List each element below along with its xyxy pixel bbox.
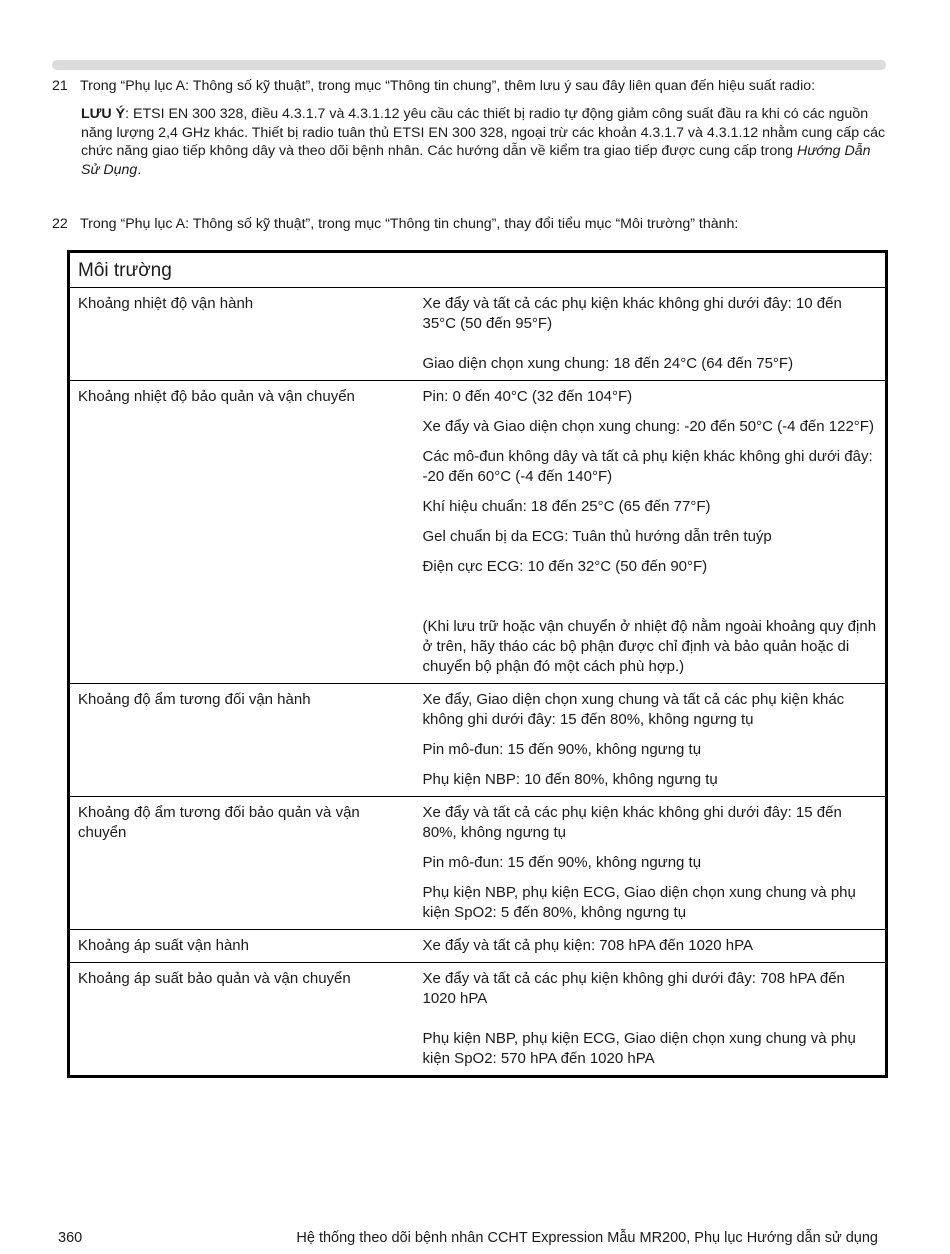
row-values bbox=[415, 381, 887, 684]
page-number: 360 bbox=[58, 1230, 83, 1246]
row-values bbox=[415, 288, 887, 381]
row-value: Xe đẩy và tất cả các phụ kiện khác không ghi dưới đây: 10 đến 35°C (50 đến 95°F) bbox=[422, 295, 842, 332]
item-text: Trong “Phụ lục A: Thông số kỹ thuật”, trong mục “Thông tin chung”, thêm lưu ý sau đây liên quan đến hiệu suất radio: bbox=[80, 78, 816, 94]
table-row bbox=[69, 963, 887, 1077]
item-text: Trong “Phụ lục A: Thông số kỹ thuật”, trong mục “Thông tin chung”, thay đổi tiểu mục “Môi trường” thành: bbox=[80, 216, 739, 232]
row-values bbox=[415, 684, 887, 797]
table-row bbox=[69, 797, 887, 930]
row-value: Xe đẩy và tất cả các phụ kiện khác không ghi dưới đây: 15 đến 80%, không ngưng tụ bbox=[422, 804, 842, 841]
table-row bbox=[69, 930, 887, 963]
row-value: Khí hiệu chuẩn: 18 đến 25°C (65 đến 77°F) bbox=[422, 498, 711, 515]
row-value: Pin: 0 đến 40°C (32 đến 104°F) bbox=[422, 388, 633, 405]
table-title: Môi trường bbox=[69, 252, 887, 288]
item-number: 22 bbox=[52, 216, 68, 232]
row-value: Pin mô-đun: 15 đến 90%, không ngưng tụ bbox=[422, 854, 702, 871]
row-values bbox=[415, 930, 887, 963]
row-values bbox=[415, 963, 887, 1077]
note-text: : ETSI EN 300 328, điều 4.3.1.7 và 4.3.1.12 yêu cầu các thiết bị radio tự động giảm công suất đầu ra khi có các nguồn năng lượng 2,4 GHz khác. Thiết bị radio tuân thủ ETSI EN 300 328, ngoại trừ các khoản 4.3.1.7 và 4.3.1.12 nhằm cung cấp các chức năng giao tiếp không dây và theo dõi bệnh nhân. Các hướng dẫn về kiểm tra giao tiếp được cung cấp trong bbox=[81, 106, 886, 159]
row-value: Giao diện chọn xung chung: 18 đến 24°C (64 đến 75°F) bbox=[422, 355, 794, 372]
row-value: (Khi lưu trữ hoặc vận chuyển ở nhiệt độ nằm ngoài khoảng quy định ở trên, hãy tháo các bộ phận được chỉ định và bảo quản hoặc di chuyển bộ phận đó một cách phù hợp.) bbox=[422, 618, 877, 675]
row-label: Khoảng áp suất bảo quản và vận chuyển bbox=[78, 970, 351, 987]
row-value: Phụ kiện NBP, phụ kiện ECG, Giao diện chọn xung chung và phụ kiện SpO2: 5 đến 80%, không ngưng tụ bbox=[422, 884, 856, 921]
footer-document-title: Hệ thống theo dõi bệnh nhân CCHT Expression Mẫu MR200, Phụ lục Hướng dẫn sử dụng bbox=[296, 1230, 878, 1246]
row-value: Phụ kiện NBP, phụ kiện ECG, Giao diện chọn xung chung và phụ kiện SpO2: 570 hPA đến 1020 hPA bbox=[422, 1030, 856, 1067]
row-value: Xe đẩy, Giao diện chọn xung chung và tất cả các phụ kiện khác không ghi dưới đây: 15 đến 80%, không ngưng tụ bbox=[422, 691, 845, 728]
note-italic-reference: Hướng Dẫn Sử Dụng bbox=[81, 143, 871, 178]
row-values bbox=[415, 797, 887, 930]
row-value: Gel chuẩn bị da ECG: Tuân thủ hướng dẫn trên tuýp bbox=[422, 528, 772, 545]
row-value: Pin mô-đun: 15 đến 90%, không ngưng tụ bbox=[422, 741, 702, 758]
table-row bbox=[69, 684, 887, 797]
note-text-end: . bbox=[137, 161, 142, 178]
table-row bbox=[69, 288, 887, 381]
row-label: Khoảng nhiệt độ vận hành bbox=[69, 288, 415, 381]
row-value: Điện cực ECG: 10 đến 32°C (50 đến 90°F) bbox=[422, 558, 708, 575]
table-row bbox=[69, 381, 887, 684]
row-value: Xe đẩy và Giao diện chọn xung chung: -20 đến 50°C (-4 đến 122°F) bbox=[422, 418, 874, 435]
row-value: Xe đẩy và tất cả phụ kiện: 708 hPA đến 1020 hPA bbox=[422, 937, 754, 954]
row-label: Khoảng áp suất vận hành bbox=[69, 930, 415, 963]
item-number: 21 bbox=[52, 78, 68, 94]
note-paragraph bbox=[81, 105, 891, 179]
row-label: Khoảng độ ẩm tương đối bảo quản và vận chuyển bbox=[69, 797, 415, 930]
note-label: LƯU Ý bbox=[81, 106, 126, 122]
row-value: Các mô-đun không dây và tất cả phụ kiện khác không ghi dưới đây: -20 đến 60°C (-4 đến 140°F) bbox=[422, 448, 873, 485]
header-divider-bar bbox=[52, 60, 886, 70]
row-value: Xe đẩy và tất cả các phụ kiện không ghi dưới đây: 708 hPA đến 1020 hPA bbox=[422, 970, 845, 1007]
environment-table bbox=[67, 250, 888, 1078]
row-label: Khoảng nhiệt độ bảo quản và vận chuyển bbox=[69, 381, 415, 684]
row-value: Phụ kiện NBP: 10 đến 80%, không ngưng tụ bbox=[422, 771, 718, 788]
row-label: Khoảng độ ẩm tương đối vận hành bbox=[69, 684, 415, 797]
